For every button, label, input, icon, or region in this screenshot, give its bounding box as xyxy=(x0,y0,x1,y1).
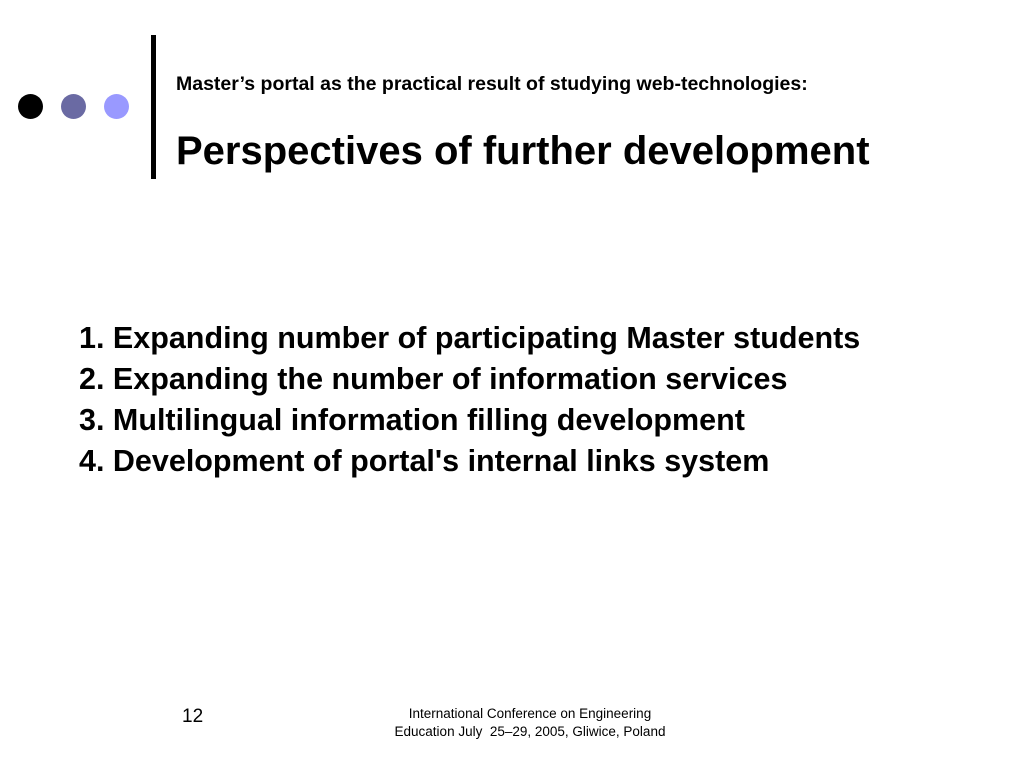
footer-line-1: International Conference on Engineering xyxy=(408,706,652,721)
decorative-dot-periwinkle xyxy=(104,94,129,119)
list-item: 4. Development of portal's internal links system xyxy=(79,444,770,478)
slide-title: Perspectives of further development xyxy=(176,129,870,173)
list-item: 3. Multilingual information filling development xyxy=(79,403,745,437)
list-item: 1. Expanding number of participating Master students xyxy=(79,321,861,355)
title-divider-bar xyxy=(151,35,156,179)
list-item: 2. Expanding the number of information services xyxy=(79,362,788,396)
decorative-dot-slate xyxy=(61,94,86,119)
development-list xyxy=(79,318,860,482)
slide-subtitle: Master’s portal as the practical result of studying web-technologies: xyxy=(176,73,808,95)
conference-footer xyxy=(380,705,680,741)
footer-line-2: Education July 25–29, 2005, Gliwice, Poland xyxy=(394,724,666,739)
slide-number: 12 xyxy=(182,706,204,727)
decorative-dot-black xyxy=(18,94,43,119)
